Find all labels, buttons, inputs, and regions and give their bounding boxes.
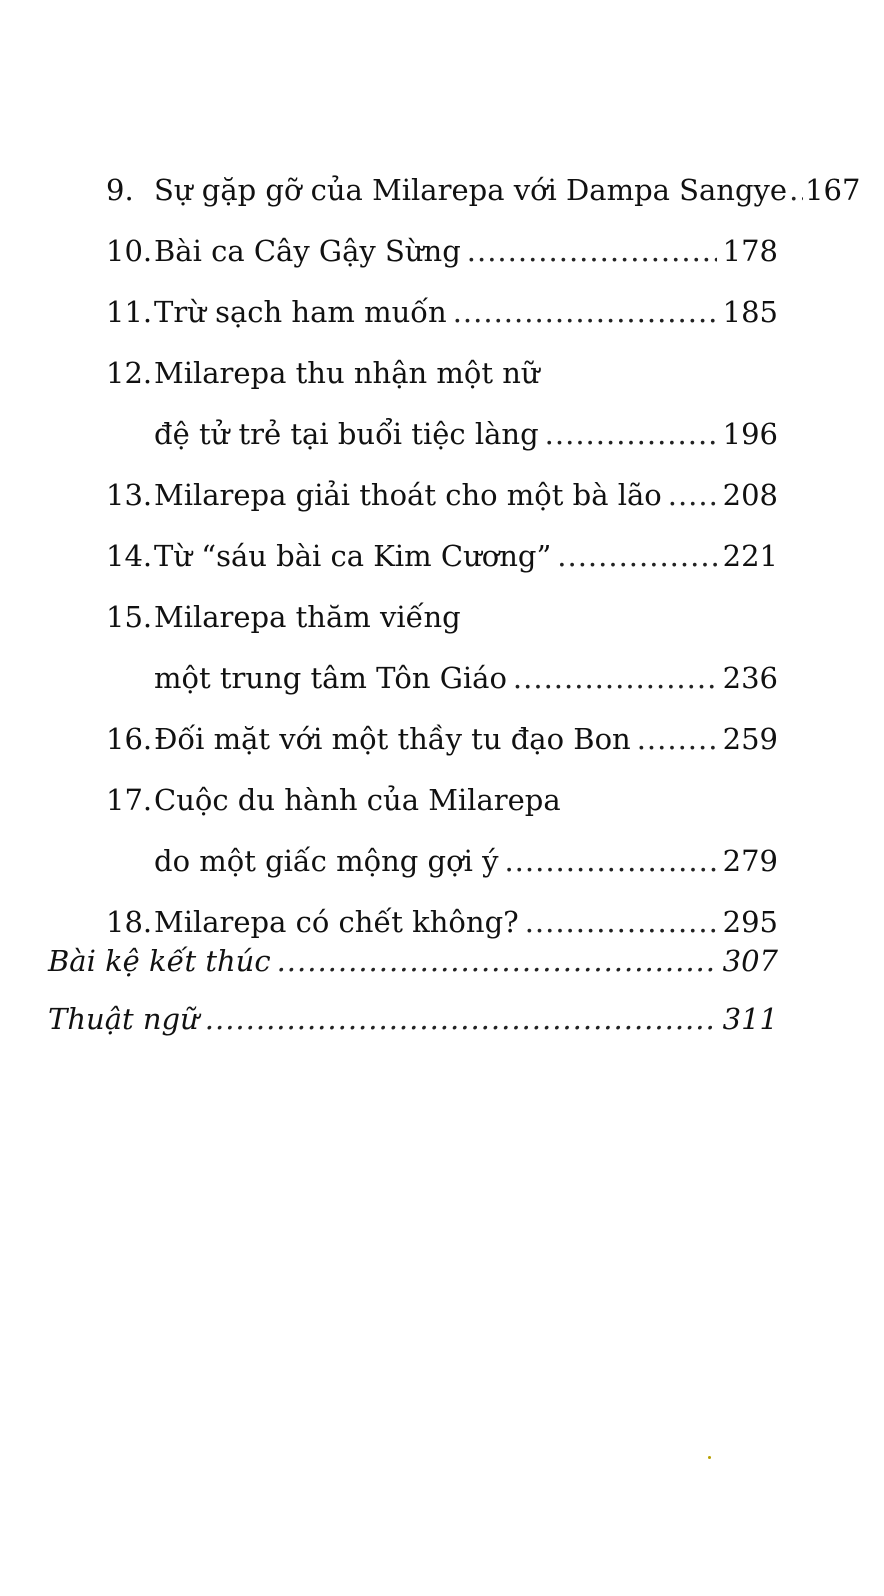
chapter-title: Milarepa thăm viếng — [154, 600, 461, 634]
toc-entry-12[interactable] — [106, 343, 778, 465]
page-number: 311 — [722, 1002, 778, 1036]
chapter-number: 14. — [106, 539, 153, 573]
page-number: 178 — [722, 234, 778, 268]
dot-leader — [504, 831, 716, 892]
page-number: 259 — [722, 722, 778, 756]
toc-row-continued — [106, 404, 778, 465]
dot-leader — [668, 465, 717, 526]
chapter-number: 17. — [106, 783, 153, 817]
page-number: 185 — [722, 295, 778, 329]
page-number: 307 — [722, 944, 778, 978]
page-number: 221 — [722, 539, 778, 573]
toc-row — [106, 343, 778, 404]
back-matter-title: Bài kệ kết thúc — [48, 944, 271, 978]
chapter-title: Cuộc du hành của Milarepa — [154, 783, 561, 817]
dot-leader — [513, 648, 717, 709]
toc-entry-9[interactable] — [106, 160, 861, 221]
toc-row-continued — [106, 648, 778, 709]
page-number: 208 — [722, 478, 778, 512]
toc-entry-16[interactable] — [106, 709, 778, 770]
toc-row — [106, 526, 778, 587]
chapter-number: 11. — [106, 295, 153, 329]
page-number: 236 — [722, 661, 778, 695]
toc-entry-14[interactable] — [106, 526, 778, 587]
toc-row — [106, 770, 778, 831]
dot-leader — [467, 221, 717, 282]
toc-entry-13[interactable] — [106, 465, 778, 526]
chapter-title: Bài ca Cây Gậy Sừng — [154, 234, 461, 268]
chapter-number: 16. — [106, 722, 153, 756]
back-matter-title: Thuật ngữ — [48, 1002, 199, 1036]
toc-row — [106, 282, 778, 343]
page-number: 167 — [805, 173, 861, 207]
chapter-title: Milarepa thu nhận một nữ — [154, 356, 540, 390]
dot-leader — [277, 944, 717, 978]
toc-row — [106, 160, 861, 221]
chapter-number: 18. — [106, 905, 153, 939]
chapter-number: 15. — [106, 600, 153, 634]
chapter-title: Đối mặt với một thầy tu đạo Bon — [154, 722, 631, 756]
chapter-number: 9. — [106, 173, 134, 207]
toc-entry-15[interactable] — [106, 587, 778, 709]
chapter-title: Milarepa giải thoát cho một bà lão — [154, 478, 662, 512]
chapter-number: 12. — [106, 356, 153, 390]
toc-row — [106, 465, 778, 526]
table-of-contents — [0, 160, 884, 953]
toc-entry-17[interactable] — [106, 770, 778, 892]
chapter-title: Trừ sạch ham muốn — [154, 295, 447, 329]
page-number: 279 — [722, 844, 778, 878]
chapter-number: 10. — [106, 234, 153, 268]
chapter-title-continued: đệ tử trẻ tại buổi tiệc làng — [154, 417, 539, 451]
page-number: 196 — [722, 417, 778, 451]
toc-row — [106, 587, 778, 648]
page-number: 295 — [722, 905, 778, 939]
toc-entry-11[interactable] — [106, 282, 778, 343]
chapter-title-continued: do một giấc mộng gợi ý — [154, 844, 499, 878]
toc-row-continued — [106, 831, 778, 892]
chapter-title: Milarepa có chết không? — [154, 905, 519, 939]
chapter-title: Sự gặp gỡ của Milarepa với Dampa Sangye — [154, 173, 788, 207]
dot-leader — [205, 1002, 717, 1036]
toc-row — [106, 221, 778, 282]
toc-row — [106, 709, 778, 770]
dot-leader — [545, 404, 717, 465]
dot-leader — [453, 282, 717, 343]
toc-entry-glossary[interactable] — [48, 1002, 778, 1060]
chapter-number: 13. — [106, 478, 153, 512]
print-speck — [708, 1456, 711, 1459]
dot-leader — [789, 160, 803, 221]
toc-entry-epilogue[interactable] — [48, 944, 778, 1002]
dot-leader — [637, 709, 717, 770]
back-matter — [48, 944, 778, 1060]
chapter-title-continued: một trung tâm Tôn Giáo — [154, 661, 507, 695]
dot-leader — [557, 526, 716, 587]
toc-entry-10[interactable] — [106, 221, 778, 282]
chapter-title: Từ “sáu bài ca Kim Cương” — [154, 539, 552, 573]
